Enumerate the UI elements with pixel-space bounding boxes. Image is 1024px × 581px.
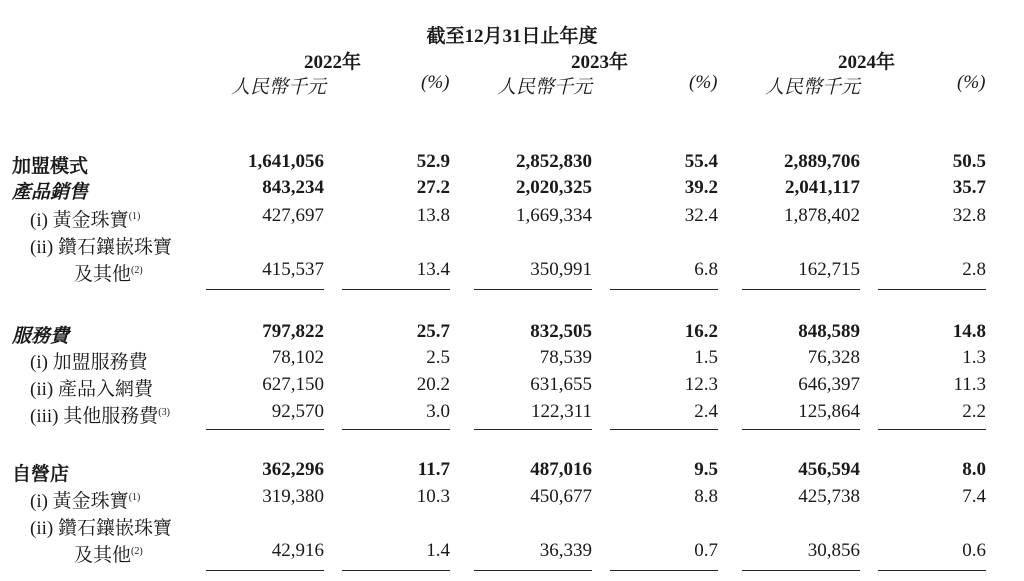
section-underline bbox=[610, 289, 718, 290]
section-underline bbox=[610, 429, 718, 430]
row-label: (ii) 鑽石鑲嵌珠寶 bbox=[30, 237, 172, 258]
row-label: 自營店 bbox=[12, 464, 70, 485]
percent-cell: 13.4 bbox=[416, 259, 450, 280]
row-label: 及其他$^{(2)}$ bbox=[74, 545, 143, 566]
table-row bbox=[0, 347, 1024, 373]
footnote-marker: (2) bbox=[131, 546, 143, 557]
row-label: (i) 黃金珠寶$^{(1)}$ bbox=[30, 491, 141, 512]
table-row bbox=[0, 259, 1024, 285]
amount-cell: 78,102 bbox=[271, 347, 324, 368]
section-underline bbox=[878, 429, 986, 430]
section-underline bbox=[878, 570, 986, 571]
table-row bbox=[0, 151, 1024, 177]
row-label: (i) 加盟服務費 bbox=[30, 352, 148, 373]
amount-cell: 30,856 bbox=[807, 540, 860, 561]
percent-cell: 1.3 bbox=[962, 347, 986, 368]
percent-cell: 2.4 bbox=[694, 401, 718, 422]
percent-cell: 8.8 bbox=[694, 486, 718, 507]
section-underline bbox=[474, 429, 592, 430]
amount-cell: 415,537 bbox=[262, 259, 324, 280]
row-label: (i) 黃金珠寶$^{(1)}$ bbox=[30, 210, 141, 231]
amount-cell: 456,594 bbox=[798, 459, 860, 480]
percent-cell: 10.3 bbox=[416, 486, 450, 507]
amount-cell: 848,589 bbox=[798, 321, 860, 342]
unit-label-2022: 人民幣千元 bbox=[231, 77, 327, 98]
amount-cell: 78,539 bbox=[539, 347, 592, 368]
amount-cell: 162,715 bbox=[798, 259, 860, 280]
table-row bbox=[0, 205, 1024, 231]
table-row bbox=[0, 374, 1024, 400]
percent-cell: 2.2 bbox=[962, 401, 986, 422]
section-underline bbox=[342, 570, 450, 571]
footnote-marker: (1) bbox=[128, 492, 141, 503]
amount-cell: 843,234 bbox=[262, 177, 324, 198]
amount-cell: 2,852,830 bbox=[516, 151, 592, 172]
section-underline bbox=[342, 429, 450, 430]
table-row bbox=[0, 540, 1024, 566]
section-underline bbox=[878, 289, 986, 290]
amount-cell: 76,328 bbox=[807, 347, 860, 368]
table-row bbox=[0, 321, 1024, 347]
percent-cell: 14.8 bbox=[952, 321, 986, 342]
percent-cell: 1.4 bbox=[426, 540, 450, 561]
amount-cell: 362,296 bbox=[262, 459, 324, 480]
pct-label-2022: (%) bbox=[421, 72, 450, 93]
percent-cell: 1.5 bbox=[694, 347, 718, 368]
table-row bbox=[0, 513, 1024, 539]
section-underline bbox=[474, 570, 592, 571]
section-underline bbox=[342, 289, 450, 290]
table-row bbox=[0, 177, 1024, 203]
percent-cell: 27.2 bbox=[416, 177, 450, 198]
amount-cell: 425,738 bbox=[798, 486, 860, 507]
percent-cell: 0.6 bbox=[962, 540, 986, 561]
percent-cell: 2.8 bbox=[962, 259, 986, 280]
amount-cell: 797,822 bbox=[262, 321, 324, 342]
row-label: (ii) 產品入網費 bbox=[30, 379, 153, 400]
amount-cell: 627,150 bbox=[262, 374, 324, 395]
table-row bbox=[0, 401, 1024, 427]
section-underline bbox=[206, 429, 324, 430]
percent-cell: 3.0 bbox=[426, 401, 450, 422]
percent-cell: 7.4 bbox=[962, 486, 986, 507]
row-label: 產品銷售 bbox=[12, 182, 89, 203]
percent-cell: 50.5 bbox=[952, 151, 986, 172]
year-2022: 2022年 bbox=[304, 52, 362, 73]
section-underline bbox=[610, 570, 718, 571]
footnote-marker: (3) bbox=[158, 407, 170, 418]
period-heading: 截至12月31日止年度 bbox=[426, 26, 598, 47]
amount-cell: 450,677 bbox=[530, 486, 592, 507]
amount-cell: 646,397 bbox=[798, 374, 860, 395]
percent-cell: 55.4 bbox=[684, 151, 718, 172]
percent-cell: 39.2 bbox=[684, 177, 718, 198]
table-row bbox=[0, 486, 1024, 512]
footnote-marker: (1) bbox=[128, 211, 141, 222]
percent-cell: 9.5 bbox=[694, 459, 718, 480]
percent-cell: 32.4 bbox=[684, 205, 718, 226]
section-underline bbox=[742, 429, 860, 430]
amount-cell: 1,669,334 bbox=[516, 205, 592, 226]
percent-cell: 13.8 bbox=[416, 205, 450, 226]
percent-cell: 16.2 bbox=[684, 321, 718, 342]
percent-cell: 32.8 bbox=[952, 205, 986, 226]
row-label: (iii) 其他服務費$^{(3)}$ bbox=[30, 406, 170, 427]
row-label: 服務費 bbox=[12, 326, 70, 347]
table-row bbox=[0, 459, 1024, 485]
unit-label-2024: 人民幣千元 bbox=[765, 77, 861, 98]
percent-cell: 11.3 bbox=[953, 374, 986, 395]
percent-cell: 20.2 bbox=[416, 374, 450, 395]
section-underline bbox=[206, 570, 324, 571]
percent-cell: 11.7 bbox=[417, 459, 450, 480]
percent-cell: 25.7 bbox=[416, 321, 450, 342]
amount-cell: 427,697 bbox=[262, 205, 324, 226]
year-2023: 2023年 bbox=[571, 52, 629, 73]
year-2024: 2024年 bbox=[838, 52, 896, 73]
amount-cell: 832,505 bbox=[530, 321, 592, 342]
percent-cell: 52.9 bbox=[416, 151, 450, 172]
amount-cell: 319,380 bbox=[262, 486, 324, 507]
pct-label-2024: (%) bbox=[957, 72, 986, 93]
percent-cell: 6.8 bbox=[694, 259, 718, 280]
row-label: (ii) 鑽石鑲嵌珠寶 bbox=[30, 518, 172, 539]
amount-cell: 125,864 bbox=[798, 401, 860, 422]
percent-cell: 0.7 bbox=[694, 540, 718, 561]
percent-cell: 35.7 bbox=[952, 177, 986, 198]
amount-cell: 92,570 bbox=[271, 401, 324, 422]
amount-cell: 42,916 bbox=[271, 540, 324, 561]
amount-cell: 122,311 bbox=[530, 401, 592, 422]
row-label: 及其他$^{(2)}$ bbox=[74, 264, 143, 285]
table-row bbox=[0, 232, 1024, 258]
amount-cell: 2,020,325 bbox=[516, 177, 592, 198]
footnote-marker: (2) bbox=[131, 265, 143, 276]
amount-cell: 1,641,056 bbox=[248, 151, 324, 172]
amount-cell: 2,041,117 bbox=[785, 177, 860, 198]
section-underline bbox=[206, 289, 324, 290]
section-underline bbox=[474, 289, 592, 290]
unit-label-2023: 人民幣千元 bbox=[497, 77, 593, 98]
amount-cell: 350,991 bbox=[530, 259, 592, 280]
section-underline bbox=[742, 289, 860, 290]
amount-cell: 2,889,706 bbox=[784, 151, 860, 172]
amount-cell: 631,655 bbox=[530, 374, 592, 395]
percent-cell: 2.5 bbox=[426, 347, 450, 368]
pct-label-2023: (%) bbox=[689, 72, 718, 93]
amount-cell: 487,016 bbox=[530, 459, 592, 480]
amount-cell: 36,339 bbox=[539, 540, 592, 561]
percent-cell: 8.0 bbox=[962, 459, 986, 480]
amount-cell: 1,878,402 bbox=[784, 205, 860, 226]
percent-cell: 12.3 bbox=[684, 374, 718, 395]
row-label: 加盟模式 bbox=[12, 156, 89, 177]
section-underline bbox=[742, 570, 860, 571]
